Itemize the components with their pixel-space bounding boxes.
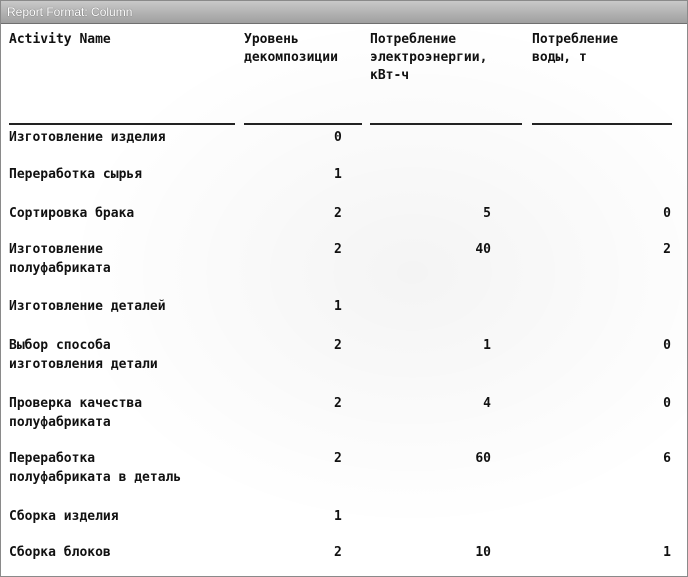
activity-name: Изготовление полуфабриката (9, 242, 111, 276)
activity-name: Изготовление изделия (9, 130, 166, 145)
water-consumption: 0 (663, 206, 671, 221)
water-consumption: 2 (663, 242, 671, 257)
power-consumption: 40 (475, 242, 491, 257)
window-titlebar (1, 1, 687, 24)
column-header-power-consumption: Потребление электроэнергии, кВт-ч (370, 32, 488, 83)
decomposition-level: 2 (334, 242, 342, 257)
water-consumption: 6 (663, 451, 671, 466)
decomposition-level: 2 (334, 451, 342, 466)
activity-name: Переработка сырья (9, 167, 143, 182)
decomposition-level: 2 (334, 206, 342, 221)
column-header-activity-name: Activity Name (9, 32, 111, 47)
decomposition-level: 2 (334, 338, 342, 353)
column-header-water-consumption: Потребление воды, т (532, 32, 619, 65)
power-consumption: 5 (483, 206, 491, 221)
report-header (1, 31, 687, 111)
power-consumption: 4 (483, 396, 491, 411)
header-underline-level (244, 123, 362, 125)
activity-name: Проверка качества полуфабриката (9, 396, 143, 430)
power-consumption: 60 (475, 451, 491, 466)
activity-name: Изготовление деталей (9, 299, 166, 314)
power-consumption: 10 (475, 545, 491, 560)
decomposition-level: 0 (334, 130, 342, 145)
decomposition-level: 1 (334, 167, 342, 182)
decomposition-level: 2 (334, 545, 342, 560)
water-consumption: 0 (663, 396, 671, 411)
window-title: Report Format: Column (7, 5, 133, 19)
header-underline-water (532, 123, 672, 125)
activity-name: Сборка блоков (9, 545, 111, 560)
header-underline-power (370, 123, 522, 125)
water-consumption: 0 (663, 338, 671, 353)
activity-name: Сортировка брака (9, 206, 135, 221)
decomposition-level: 1 (334, 299, 342, 314)
header-underline-name (9, 123, 235, 125)
decomposition-level: 2 (334, 396, 342, 411)
report-body (1, 24, 687, 576)
column-header-decomposition-level: Уровень декомпозиции (244, 32, 338, 65)
activity-name: Переработка полуфабриката в деталь (9, 451, 182, 485)
water-consumption: 1 (663, 545, 671, 560)
activity-name: Сборка изделия (9, 509, 119, 524)
power-consumption: 1 (483, 338, 491, 353)
activity-name: Выбор способа изготовления детали (9, 338, 158, 372)
decomposition-level: 1 (334, 509, 342, 524)
